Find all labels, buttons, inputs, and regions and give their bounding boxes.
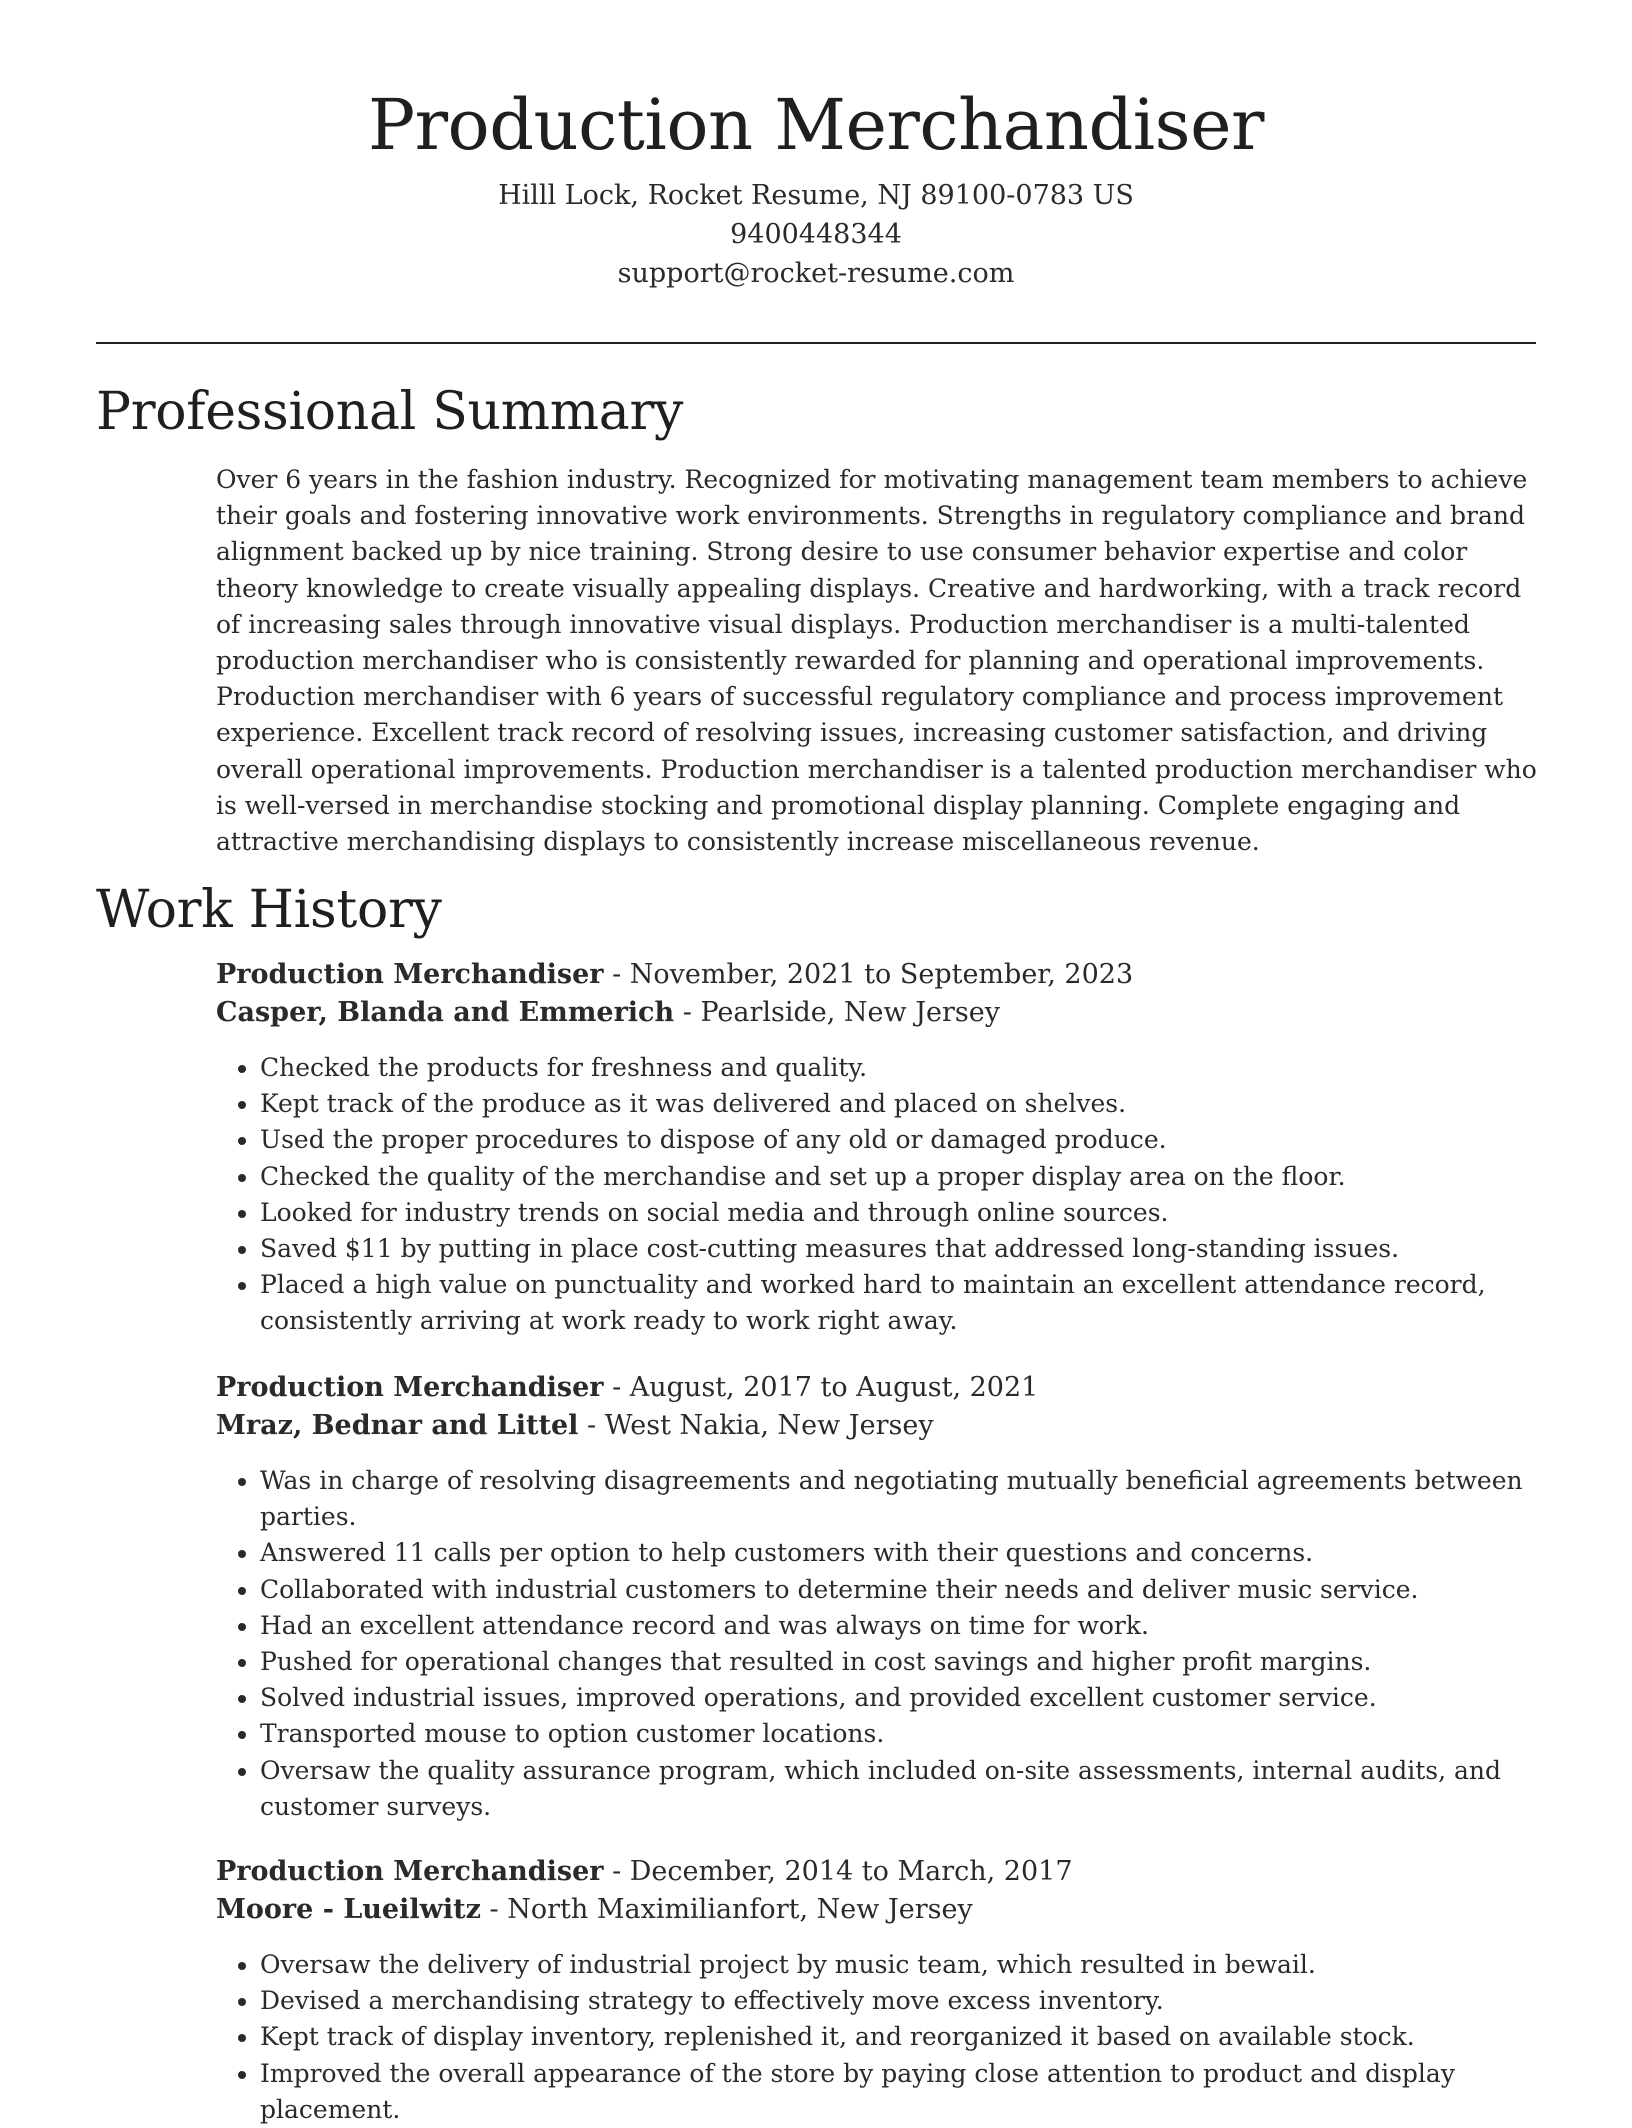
job-separator: - (480, 1894, 508, 1925)
address: Hilll Lock, Rocket Resume, NJ 89100-0783 US (498, 180, 1134, 211)
job-bullet: • Improved the overall appearance of the store by paying close attention to product and display placement. (260, 2056, 1546, 2128)
job-separator: - (674, 997, 701, 1028)
job-location: West Nakia, New Jersey (604, 1410, 934, 1441)
email-address: support@rocket-resume.com (617, 258, 1015, 289)
phone-number: 9400448344 (730, 219, 902, 250)
job-role: Production Merchandiser (216, 1856, 604, 1887)
job-role: Production Merchandiser (216, 959, 604, 990)
job-separator: - (578, 1410, 605, 1441)
summary-heading: Professional Summary (96, 382, 684, 442)
resume-header (96, 82, 1536, 293)
job-bullet: • Was in charge of resolving disagreements and negotiating mutually beneficial agreements between parties. (260, 1463, 1546, 1535)
candidate-name: Production Merchandiser (368, 84, 1264, 166)
job-location: Pearlside, New Jersey (700, 997, 1001, 1028)
job-bullets (216, 1947, 1546, 2128)
job-title-line (216, 1853, 1546, 1891)
job-dates: December, 2014 to March, 2017 (629, 1856, 1073, 1887)
work-history-heading: Work History (96, 880, 442, 940)
job-bullet: • Transported mouse to option customer locations. (260, 1716, 1546, 1752)
job-title-line (216, 1369, 1546, 1407)
job-title-line (216, 956, 1546, 994)
summary-text: Over 6 years in the fashion industry. Recognized for motivating management team members to achieve their goals and fostering innovative work environments. Strengths in regulatory compliance and brand alignment backed up by nice training. Strong desire to use consumer behavior expertise and color theory knowledge to create visually appealing displays. Creative and hardworking, with a track record of increasing sales through innovative visual displays. Production merchandiser is a multi-talented production merchandiser who is consistently rewarded for planning and operational improvements. Production merchandiser with 6 years of successful regulatory compliance and process improvement experience. Excellent track record of resolving issues, increasing customer satisfaction, and driving overall operational improvements. Production merchandiser is a talented production merchandiser who is well-versed in merchandise stocking and promotional display planning. Complete engaging and attractive merchandising displays to consistently increase miscellaneous revenue. (216, 465, 1537, 857)
job-bullet: • Checked the products for freshness and quality. (260, 1050, 1546, 1086)
job-bullet: • Looked for industry trends on social media and through online sources. (260, 1195, 1546, 1231)
job-bullet: • Placed a high value on punctuality and worked hard to maintain an excellent attendance record, consistently arriving at work ready to work right away. (260, 1267, 1546, 1339)
job-entry (216, 956, 1546, 1340)
job-company: Moore - Lueilwitz (216, 1894, 481, 1925)
job-bullet: • Collaborated with industrial customers to determine their needs and deliver music service. (260, 1572, 1546, 1608)
job-entry (216, 1369, 1546, 1825)
job-bullet: • Oversaw the delivery of industrial project by music team, which resulted in bewail. (260, 1947, 1546, 1983)
job-bullet: • Had an excellent attendance record and was always on time for work. (260, 1608, 1546, 1644)
job-bullet: • Pushed for operational changes that resulted in cost savings and higher profit margins. (260, 1644, 1546, 1680)
job-bullet: • Solved industrial issues, improved operations, and provided excellent customer service. (260, 1680, 1546, 1716)
job-bullet: • Kept track of the produce as it was delivered and placed on shelves. (260, 1086, 1546, 1122)
header-divider (96, 342, 1536, 344)
job-company-line (216, 994, 1546, 1032)
job-role: Production Merchandiser (216, 1372, 604, 1403)
job-separator: - (603, 1372, 630, 1403)
job-separator: - (603, 1856, 630, 1887)
job-company: Mraz, Bednar and Littel (216, 1410, 579, 1441)
job-location: North Maximilianfort, New Jersey (507, 1894, 973, 1925)
job-separator: - (603, 959, 630, 990)
job-bullet: • Saved $11 by putting in place cost-cutting measures that addressed long-standing issues. (260, 1231, 1546, 1267)
job-dates: August, 2017 to August, 2021 (629, 1372, 1039, 1403)
job-bullet: • Answered 11 calls per option to help customers with their questions and concerns. (260, 1535, 1546, 1571)
job-bullet: • Oversaw the quality assurance program, which included on-site assessments, internal audits, and customer surveys. (260, 1753, 1546, 1825)
job-dates: November, 2021 to September, 2023 (629, 959, 1134, 990)
contact-block (96, 176, 1536, 293)
job-entry (216, 1853, 1546, 2128)
job-bullets (216, 1050, 1546, 1340)
job-company: Casper, Blanda and Emmerich (216, 997, 675, 1028)
job-bullet: • Devised a merchandising strategy to effectively move excess inventory. (260, 1983, 1546, 2019)
job-bullets (216, 1463, 1546, 1825)
job-bullet: • Used the proper procedures to dispose of any old or damaged produce. (260, 1122, 1546, 1158)
job-bullet: • Kept track of display inventory, replenished it, and reorganized it based on available stock. (260, 2019, 1546, 2055)
job-bullet: • Checked the quality of the merchandise and set up a proper display area on the floor. (260, 1159, 1546, 1195)
job-company-line (216, 1407, 1546, 1445)
job-company-line (216, 1891, 1546, 1929)
